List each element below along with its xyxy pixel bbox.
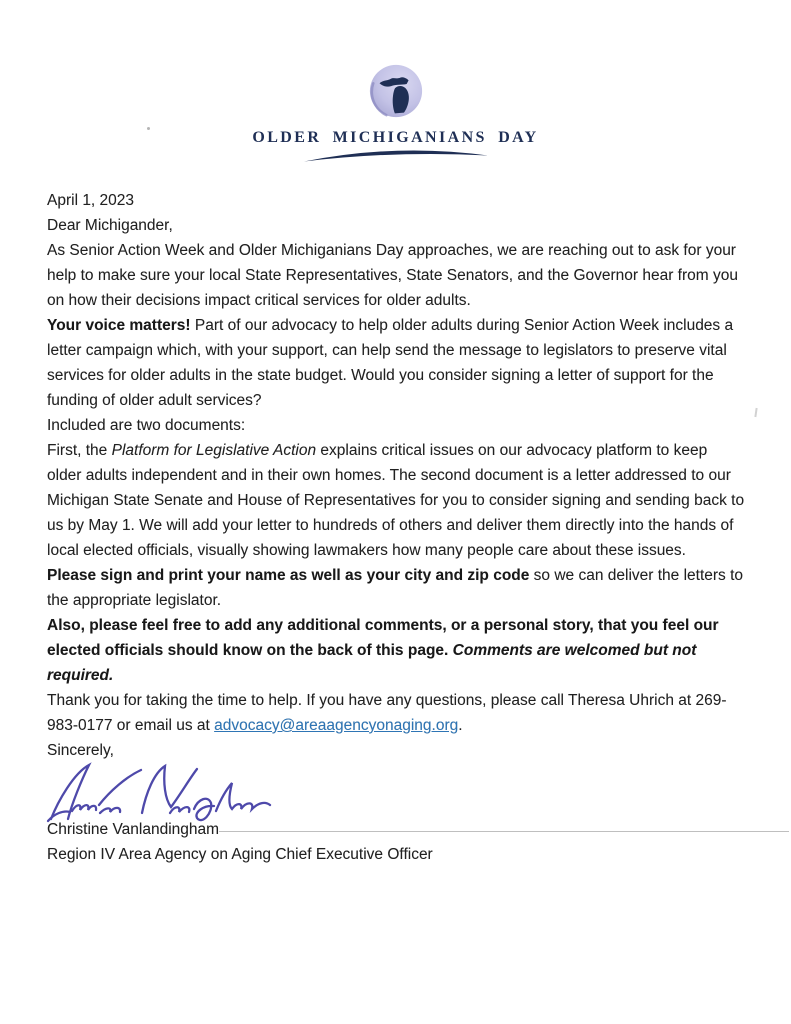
thanks-post: . xyxy=(458,717,463,734)
scan-speck-artifact xyxy=(147,127,150,130)
thanks-pre: Thank you for taking the time to help. If you have any questions, please call Theresa Uhrich at 269-983-0177 or email us at xyxy=(47,692,727,734)
sign-instructions-lead: Please sign and print your name as well as your city and zip code xyxy=(47,567,530,584)
salutation: Dear Michigander, xyxy=(47,217,173,234)
paragraph-intro: As Senior Action Week and Older Michiganians Day approaches, we are reaching out to ask for your help to make sure your local State Representatives, State Senators, and the Governor hear from you on how their decisions impact critical services for older adults. xyxy=(47,242,738,309)
paragraph-thanks xyxy=(47,688,745,738)
signature-handwriting xyxy=(44,765,745,817)
sign-instructions-rest: so we can deliver the letters to the appropriate legislator. xyxy=(47,567,744,609)
org-name: OLDER MICHIGANIANS DAY xyxy=(252,129,539,146)
signer-job-title: Region IV Area Agency on Aging Chief Executive Officer xyxy=(47,846,433,863)
signer-printed-name: Christine Vanlandingham xyxy=(47,821,220,838)
letter-body xyxy=(0,188,791,867)
letter-date: April 1, 2023 xyxy=(47,192,135,209)
swoosh-underline xyxy=(0,148,791,164)
paragraph-voice-matters xyxy=(47,313,745,413)
michigan-globe-logo xyxy=(0,62,791,120)
scan-line-artifact xyxy=(219,831,789,832)
paragraph-sign-instructions xyxy=(47,563,745,613)
documents-rest: explains critical issues on our advocacy platform to keep older adults independent and in their own homes. The second document is a letter addressed to our Michigan State Senate and House of Representatives for you to consider signing and sending back to us by May 1. We will add your letter to hundreds of others and deliver them directly into the hands of local elected officials, visually showing lawmakers how many people care about these issues. xyxy=(47,442,745,559)
voice-matters-lead: Your voice matters! xyxy=(47,317,191,334)
closing: Sincerely, xyxy=(47,742,114,759)
paragraph-documents xyxy=(47,438,745,563)
letterhead xyxy=(0,0,791,164)
comments-emphasis: Comments are welcomed but not required. xyxy=(47,642,697,684)
paragraph-included: Included are two documents: xyxy=(47,417,246,434)
paragraph-comments xyxy=(47,613,745,688)
email-link[interactable]: advocacy@areaagencyonaging.org xyxy=(214,717,459,734)
documents-pre: First, the xyxy=(47,442,112,459)
comments-lead: Also, please feel free to add any additional comments, or a personal story, that you feel our elected officials should know on the back of this page. xyxy=(47,617,719,659)
documents-title-italic: Platform for Legislative Action xyxy=(111,442,317,459)
voice-matters-rest: Part of our advocacy to help older adults during Senior Action Week includes a letter campaign which, with your support, can help send the message to legislators to preserve vital services for older adults in the state budget. Would you consider signing a letter of support for the funding of older adult services? xyxy=(47,317,734,409)
